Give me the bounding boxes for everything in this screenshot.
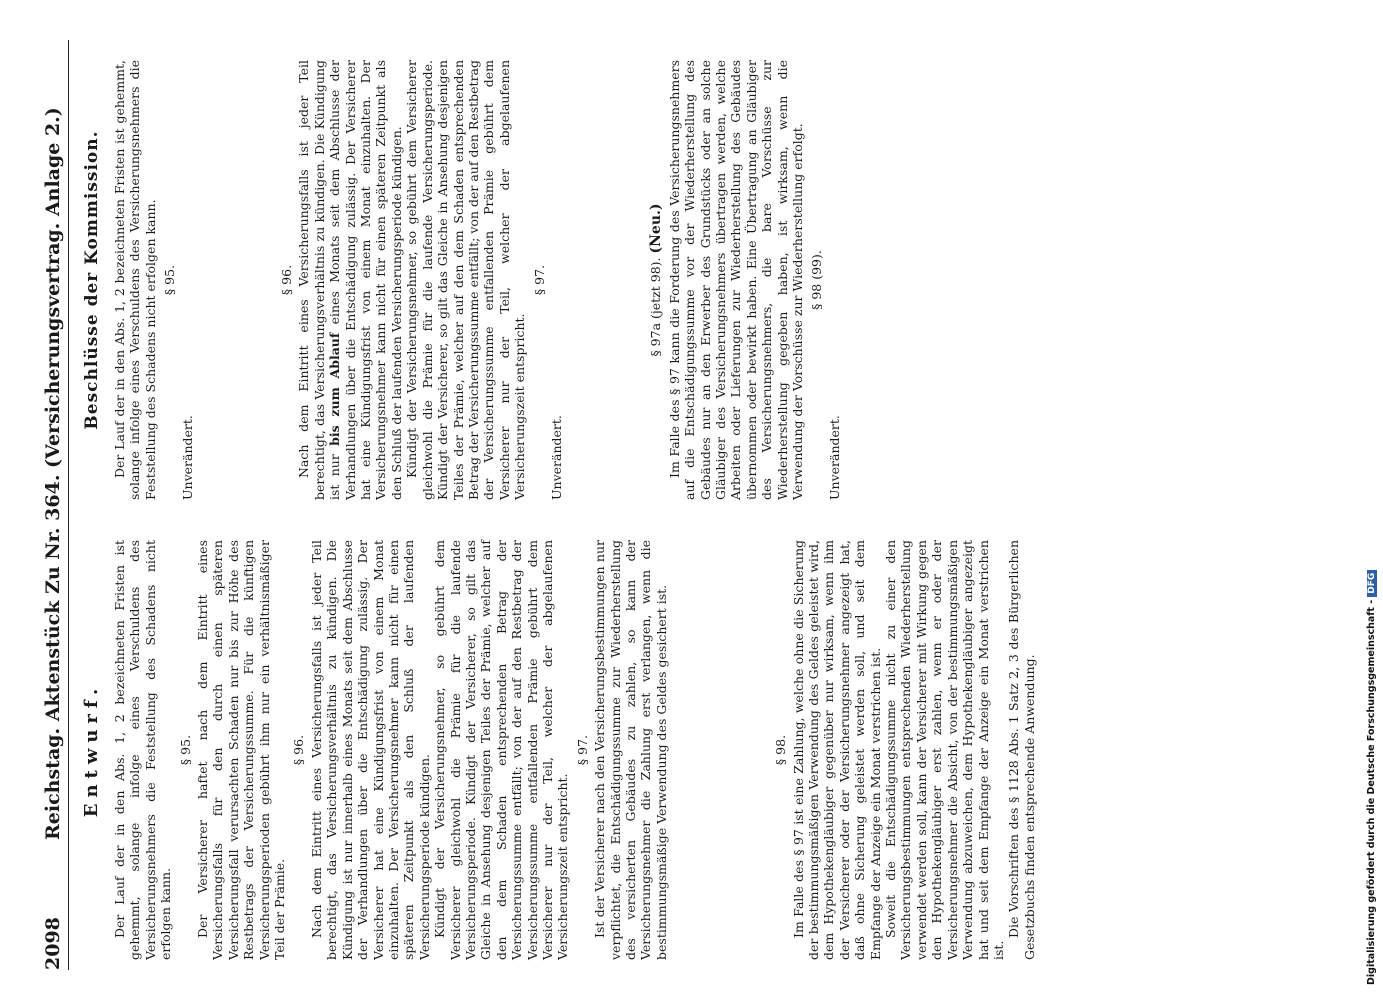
- paragraph: Soweit die Entschädigungssumme nicht zu einer den Versicherungsbestimmungen entsprechenden Wiederherstellung verwendet werden soll, kann der Versicherer mit Wirkung gegen den Hypothekengläubiger erst zahlen, wenn er oder der Versicherungsnehmer die Absicht, von der bestimmungsmäßigen Verwendung abzuweichen, dem Hypothekengläubiger angezeigt hat und seit dem Empfange der Anzeige ein Monat verstrichen ist.: [883, 540, 1006, 960]
- paragraph: Kündigt der Versicherungsnehmer, so gebührt dem Versicherer gleichwohl die Prämie für die laufende Versicherungsperiode. Kündigt der Versicherer, so gilt das Gleiche in Ansehung desjenigen Teiles der Prämie, welcher auf den dem Schaden entsprechenden Betrag der Versicherungssumme entfällt; von der auf den Restbetrag der Versicherungssumme entfallenden Prämie gebührt dem Versicherer nur der Teil, welcher der abgelaufenen Versicherungszeit entspricht.: [432, 540, 571, 960]
- section-heading: § 98 (99).: [809, 250, 825, 310]
- new-marker: (Neu.): [648, 203, 665, 254]
- section-heading: § 97.: [574, 734, 590, 766]
- emphasis: bis zum Ablauf: [327, 332, 343, 446]
- document-page: [40, 40, 1330, 970]
- text-run: Nach dem Eintritt eines Versicherungsfalls ist jeder Teil berechtigt, das Versicherungsverhältnis zu kündigen. Die Kündigung ist nur: [296, 60, 343, 500]
- page-header: [40, 40, 66, 970]
- paragraph: Kündigt der Versicherungsnehmer, so gebührt dem Versicherer gleichwohl die Prämie für die laufende Versicherungsperiode. Kündigt der Versicherer, so gilt das Gleiche in Ansehung desjenigen Teiles der Prämie, welcher auf den dem Schaden entsprechenden Betrag der Versicherungssumme entfällt; von der auf den Restbetrag der Versicherungssumme entfallenden Prämie gebührt dem Versicherer nur der Teil, welcher der abgelaufenen Versicherungszeit entspricht.: [404, 60, 528, 500]
- digitization-text: Digitalisierung gefördert durch die Deutsche Forschungsgemeinschaft -: [1366, 599, 1377, 985]
- column-title-entwurf: Entwurf.: [81, 682, 102, 818]
- column-kommission: [80, 60, 842, 500]
- paragraph: Der Lauf der in den Abs. 1, 2 bezeichneten Fristen ist gehemmt, solange infolge eines Verschuldens des Versicherungsnehmers die Feststellung des Schadens nicht erfolgen kann.: [112, 60, 158, 500]
- section-heading: § 96.: [291, 734, 307, 766]
- unchanged-note: Unverändert.: [826, 415, 842, 500]
- paragraph: Nach dem Eintritt eines Versicherungsfalls ist jeder Teil berechtigt, das Versicherungsverhältnis zu kündigen. Die Kündigung ist nur innerhalb eines Monats seit dem Abschlusse der Verhandlungen über die Entschädigung zulässig. Der Versicherer hat eine Kündigungsfrist von einem Monat einzuhalten. Der Versicherungsnehmer kann nicht für einen späteren Zeitpunkt als den Schluß der laufenden Versicherungsperiode kündigen.: [308, 540, 432, 960]
- paragraph: Im Falle des § 97 kann die Forderung des Versicherungsnehmers auf die Entschädigungssumme vor der Wiederherstellung des Gebäudes nur an den Erwerber des Grundstücks oder an solche Gläubiger des Versicherungsnehmers übertragen werden, welche Arbeiten oder Lieferungen zur Wiederherstellung des Gebäudes übernommen oder bewirkt haben. Eine Übertragung an Gläubiger des Versicherungsnehmers, die bare Vorschüsse zur Wiederherstellung gegeben haben, ist wirksam, wenn die Verwendung der Vorschüsse zur Wiederherstellung erfolgt.: [666, 60, 805, 500]
- dfg-logo: DFG: [1367, 570, 1377, 597]
- section-heading: § 97.: [531, 264, 547, 296]
- section-heading: [648, 60, 664, 500]
- digitization-note: [1366, 570, 1377, 985]
- paragraph: Im Falle des § 97 ist eine Zahlung, welche ohne die Sicherung der bestimmungsmäßigen Verwendung des Geldes geleistet wird, dem Hypothekengläubiger gegenüber nur wirksam, wenn ihm der Versicherer oder der Versicherungsnehmer angezeigt hat, daß ohne Sicherung geleistet werden soll, und seit dem Empfange der Anzeige ein Monat verstrichen ist.: [790, 540, 883, 960]
- column-title-kommission: Beschlüsse der Kommission.: [82, 130, 102, 430]
- page-number: 2098: [42, 917, 64, 970]
- paragraph: Der Versicherer haftet nach dem Eintritt eines Versicherungsfalls für den durch einen späteren Versicherungsfall verursachten Schaden nur bis zur Höhe des Restbetrags der Versicherungssumme. Für die künftigen Versicherungsperioden gebührt ihm nur ein verhältnismäßiger Teil der Prämie.: [195, 540, 288, 960]
- section-heading: § 98.: [773, 734, 789, 766]
- header-title: Reichstag. Aktenstück Zu Nr. 364. (Versicherungsvertrag. Anlage 2.): [42, 107, 64, 840]
- paragraph: Die Vorschriften des § 1128 Abs. 1 Satz 2, 3 des Bürgerlichen Gesetzbuchs finden entsprechende Anwendung.: [1006, 540, 1037, 960]
- column-entwurf: [80, 540, 1037, 960]
- section-number: § 97a (jetzt 98).: [648, 257, 664, 357]
- unchanged-note: Unverändert.: [179, 415, 195, 500]
- paragraph: Der Lauf der in den Abs. 1, 2 bezeichneten Fristen ist gehemmt, solange infolge eines Verschuldens des Versicherungsnehmers die Feststellung des Schadens nicht erfolgen kann.: [112, 540, 174, 960]
- section-heading: § 95.: [177, 734, 193, 766]
- unchanged-note: Unverändert.: [548, 415, 564, 500]
- paragraph: [296, 60, 404, 500]
- section-heading: § 95.: [162, 264, 178, 296]
- header-rule: [68, 40, 69, 970]
- section-heading: § 96.: [279, 264, 295, 296]
- paragraph: Ist der Versicherer nach den Versicherungsbestimmungen nur verpflichtet, die Entschädigungssumme zur Wiederherstellung des versicherten Gebäudes zu zahlen, so kann der Versicherungsnehmer die Zahlung erst verlangen, wenn die bestimmungsmäßige Verwendung des Geldes gesichert ist.: [592, 540, 669, 960]
- text-run: eines Monats seit dem Abschlusse der Verhandlungen über die Entschädigung zulässig. Der Versicherer hat eine Kündigungsfrist von einem Monat einzuhalten. Der Versicherungsnehmer kann nicht für einen späteren Zeitpunkt als den Schluß der laufenden Versicherungsperiode kündigen.: [327, 60, 404, 500]
